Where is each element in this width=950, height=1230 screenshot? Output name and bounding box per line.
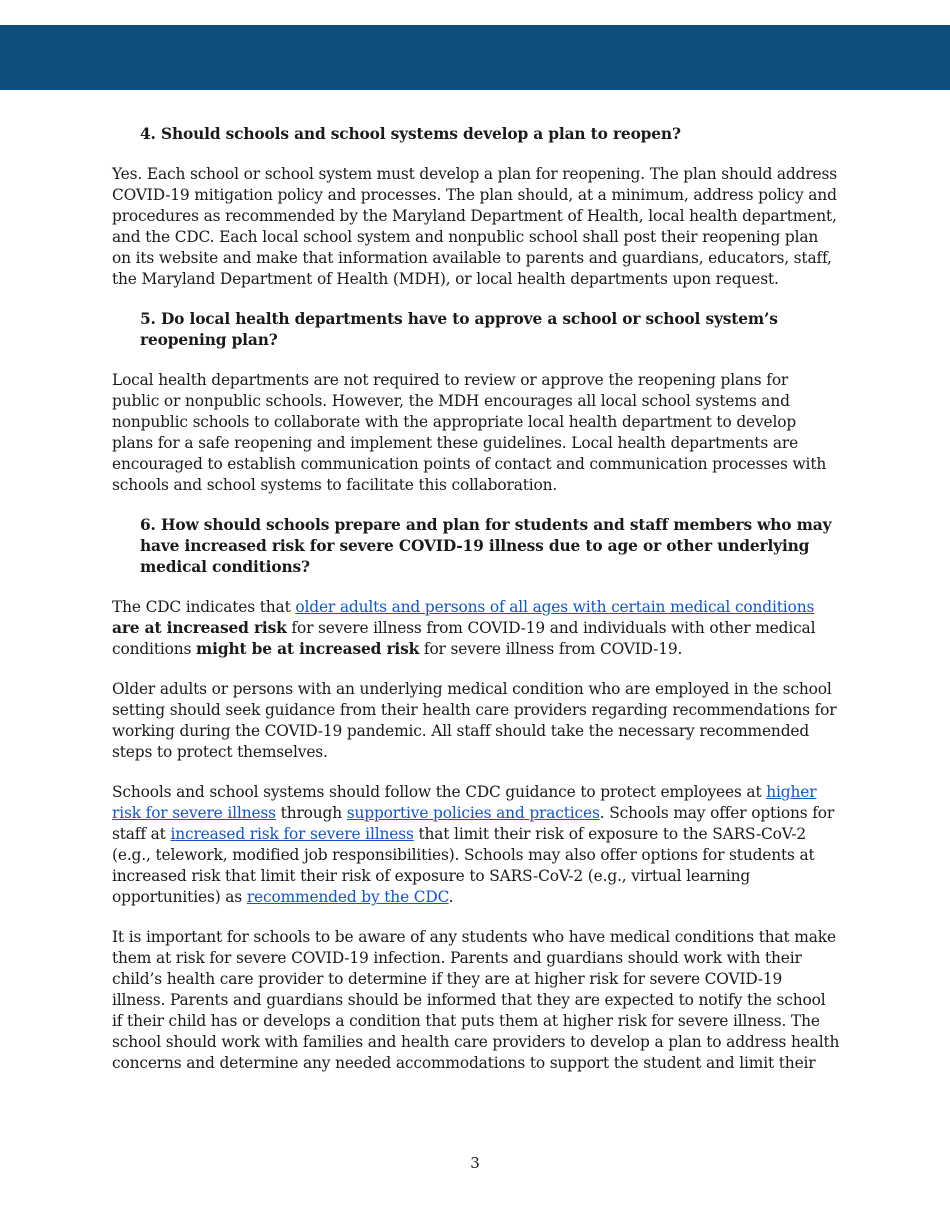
bold-text: might be at increased risk — [196, 640, 420, 658]
question-6-paragraph-1 — [112, 597, 840, 660]
page-number: 3 — [470, 1154, 480, 1172]
question-4-heading: 4. Should schools and school systems develop a plan to reopen? — [140, 125, 681, 143]
text-segment: through — [275, 804, 347, 822]
text-segment: for severe illness from COVID-19. — [419, 640, 683, 658]
link-supportive-policies-practices[interactable]: supportive policies and practices — [346, 804, 600, 822]
question-6-paragraph-3 — [112, 782, 840, 908]
link-recommended-by-cdc[interactable]: recommended by the CDC — [246, 888, 449, 906]
question-4-answer: Yes. Each school or school system must develop a plan for reopening. The plan should address COVID-19 mitigation policy and processes. The plan should, at a minimum, address policy and procedures as recommended by the Maryland Department of Health, local health department, and the CDC. Each local school system and nonpublic school shall post their reopening plan on its website and make that information available to parents and guardians, educators, staff, the Maryland Department of Health (MDH), or local health departments upon request. — [112, 165, 838, 288]
text-segment: that limit their risk of exposure to the SARS-CoV-2 (e.g., telework, modified job responsibilities). Schools may also offer options for students at increased risk that limit their risk of exposure to SARS-CoV-2 (e.g., virtual learning opportunities) as — [112, 825, 815, 906]
text-segment: for severe illness from COVID-19 and individuals with other medical conditions — [112, 619, 816, 658]
link-older-adults-medical-conditions[interactable]: older adults and persons of all ages with certain medical conditions — [295, 598, 815, 616]
question-5-answer: Local health departments are not required to review or approve the reopening plans for public or nonpublic schools. However, the MDH encourages all local school systems and nonpublic schools to collaborate with the appropriate local health department to develop plans for a safe reopening and implement these guidelines. Local health departments are encouraged to establish communication points of contact and communication processes with schools and school systems to facilitate this collaboration. — [112, 371, 827, 494]
text-segment: The CDC indicates that — [112, 598, 296, 616]
header-band — [0, 25, 950, 90]
question-6-heading: 6. How should schools prepare and plan for students and staff members who may have increased risk for severe COVID-19 illness due to age or other underlying medical conditions? — [140, 516, 832, 576]
document-body — [112, 124, 840, 1093]
question-6-paragraph-4: It is important for schools to be aware of any students who have medical conditions that make them at risk for severe COVID-19 infection. Parents and guardians should work with their child’s health care provider to determine if they are at higher risk for severe COVID-19 illness. Parents and guardians should be informed that they are expected to notify the school if their child has or develops a condition that puts them at higher risk for severe illness. The school should work with families and health care providers to develop a plan to address health concerns and determine any needed accommodations to support the student and limit their — [112, 928, 840, 1072]
text-segment: Schools and school systems should follow the CDC guidance to protect employees at — [112, 783, 767, 801]
question-6-paragraph-2: Older adults or persons with an underlying medical condition who are employed in the school setting should seek guidance from their health care providers regarding recommendations for working during the COVID-19 pandemic. All staff should take the necessary recommended steps to protect themselves. — [112, 680, 837, 761]
text-segment: . — [448, 888, 454, 906]
link-increased-risk-severe-illness[interactable]: increased risk for severe illness — [170, 825, 414, 843]
bold-text: are at increased risk — [112, 619, 287, 637]
question-5-heading: 5. Do local health departments have to approve a school or school system’s reopening plan? — [140, 310, 778, 349]
link-higher-risk-severe-illness[interactable]: higher risk for severe illness — [112, 783, 817, 822]
text-segment: . Schools may offer options for staff at — [112, 804, 835, 843]
